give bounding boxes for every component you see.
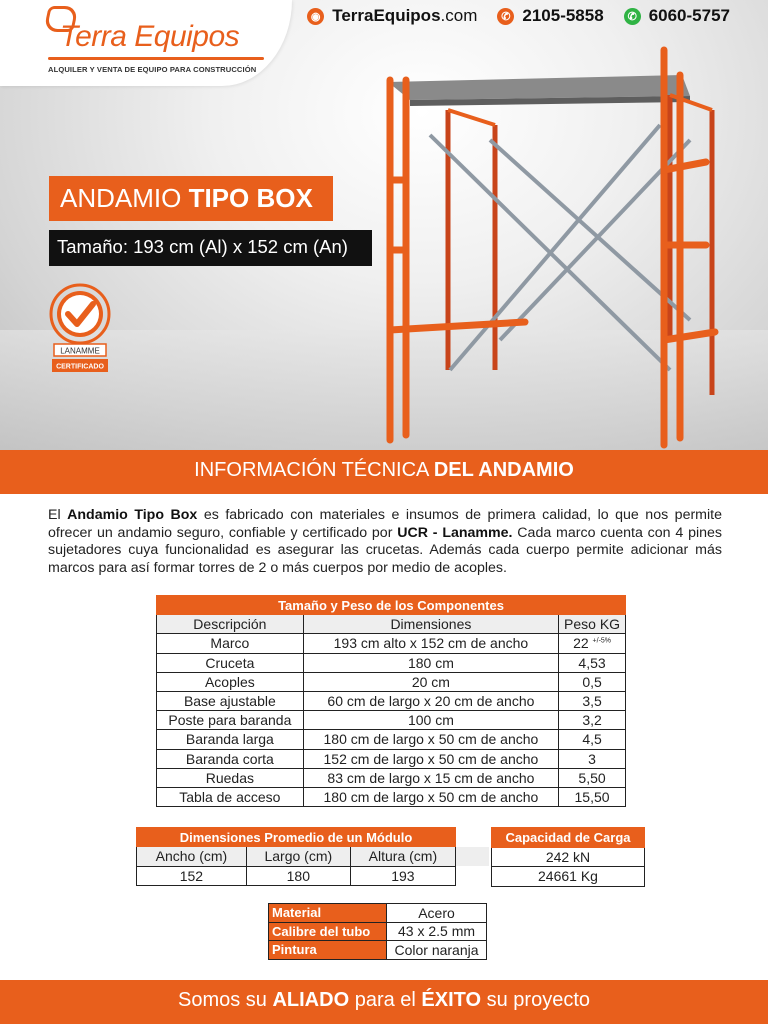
cell: 3 <box>559 749 626 768</box>
footer-slogan: Somos su ALIADO para el ÉXITO su proyecto <box>0 980 768 1024</box>
cell: 152 <box>137 866 247 886</box>
row-label: Material <box>269 904 387 923</box>
product-size: Tamaño: 193 cm (Al) x 152 cm (An) <box>49 230 372 266</box>
components-table <box>156 595 626 807</box>
cell: 22 $^{+/-5\%}$ <box>559 634 626 653</box>
cell: 242 kN <box>492 847 645 867</box>
cell: 100 cm <box>303 711 558 730</box>
module-table-title: Dimensiones Promedio de un Módulo <box>137 828 456 847</box>
table-row <box>157 653 626 672</box>
cell: 180 <box>246 866 350 886</box>
cell: 3,2 <box>559 711 626 730</box>
table-row <box>137 866 489 886</box>
table-row <box>492 847 645 867</box>
cell: 3,5 <box>559 691 626 710</box>
phone-icon: ✆ <box>497 8 514 25</box>
col-header: Peso KG <box>559 615 626 634</box>
col-header: Ancho (cm) <box>137 847 247 867</box>
table-row <box>157 711 626 730</box>
cell: Cruceta <box>157 653 304 672</box>
cell: Marco <box>157 634 304 653</box>
cell: Acoples <box>157 672 304 691</box>
logo-text: Terra Equipos <box>60 20 240 53</box>
website-link[interactable]: TerraEquipos.com <box>332 6 478 25</box>
table-row <box>269 904 487 923</box>
phone-number[interactable]: 2105-5858 <box>522 6 604 25</box>
table-row <box>269 941 487 960</box>
table-row <box>157 672 626 691</box>
scaffold-illustration <box>360 40 720 450</box>
col-header: Dimensiones <box>303 615 558 634</box>
cell: 24661 Kg <box>492 867 645 887</box>
logo-underline <box>48 57 264 60</box>
cell: 180 cm de largo x 50 cm de ancho <box>303 730 558 749</box>
whatsapp-icon: ✆ <box>624 8 641 25</box>
badge-label: LANAMME <box>60 346 100 356</box>
section-header: INFORMACIÓN TÉCNICA DEL ANDAMIO <box>0 450 768 494</box>
cell: 15,50 <box>559 787 626 806</box>
load-capacity-table <box>491 827 645 887</box>
col-header: Descripción <box>157 615 304 634</box>
cell: 5,50 <box>559 768 626 787</box>
table-row <box>269 922 487 941</box>
cell: 152 cm de largo x 50 cm de ancho <box>303 749 558 768</box>
table-row <box>157 730 626 749</box>
col-header: Largo (cm) <box>246 847 350 867</box>
cell: 83 cm de largo x 15 cm de ancho <box>303 768 558 787</box>
cell: Base ajustable <box>157 691 304 710</box>
col-header: Altura (cm) <box>350 847 455 867</box>
hero-banner <box>0 0 768 450</box>
cell: 20 cm <box>303 672 558 691</box>
lanamme-certified-badge <box>48 282 112 376</box>
logo-card <box>0 0 292 86</box>
components-table-title: Tamaño y Peso de los Componentes <box>157 596 626 615</box>
cell: 193 <box>350 866 455 886</box>
cell: Tabla de acceso <box>157 787 304 806</box>
product-title: ANDAMIO TIPO BOX <box>49 176 333 221</box>
module-dimensions-table <box>136 827 489 886</box>
cell: Acero <box>387 904 487 923</box>
table-row <box>157 634 626 653</box>
table-row <box>492 867 645 887</box>
cell: 4,5 <box>559 730 626 749</box>
table-row <box>157 749 626 768</box>
capacity-table-title: Capacidad de Carga <box>492 828 645 848</box>
row-label: Calibre del tubo <box>269 922 387 941</box>
cell: 0,5 <box>559 672 626 691</box>
cell: Baranda larga <box>157 730 304 749</box>
cell: Baranda corta <box>157 749 304 768</box>
table-row <box>157 787 626 806</box>
row-label: Pintura <box>269 941 387 960</box>
whatsapp-number[interactable]: 6060-5757 <box>648 6 730 25</box>
cell: 4,53 <box>559 653 626 672</box>
badge-status: CERTIFICADO <box>56 363 104 371</box>
cell: 180 cm <box>303 653 558 672</box>
table-row <box>157 768 626 787</box>
product-description: El Andamio Tipo Box es fabricado con materiales e insumos de primera calidad, lo que nos permite ofrecer un andamio seguro, confiable y certificado por UCR - Lanamme. Cada marco cuenta con 4 pines sujetadores cuya funcionalidad es asegurar las crucetas. Además cada cuerpo permite adicionar más marcos para así formar torres de 2 o más cuerpos por medio de acoples. <box>48 507 722 576</box>
globe-icon: ◉ <box>307 8 324 25</box>
cell: 60 cm de largo x 20 cm de ancho <box>303 691 558 710</box>
cell: Color naranja <box>387 941 487 960</box>
contact-bar <box>307 6 730 26</box>
cell: Poste para baranda <box>157 711 304 730</box>
cell: 193 cm alto x 152 cm de ancho <box>303 634 558 653</box>
table-row <box>157 691 626 710</box>
cell: 180 cm de largo x 50 cm de ancho <box>303 787 558 806</box>
cell: 43 x 2.5 mm <box>387 922 487 941</box>
material-table <box>268 903 487 960</box>
logo-tagline: ALQUILER Y VENTA DE EQUIPO PARA CONSTRUCCIÓN <box>48 65 257 74</box>
cell: Ruedas <box>157 768 304 787</box>
